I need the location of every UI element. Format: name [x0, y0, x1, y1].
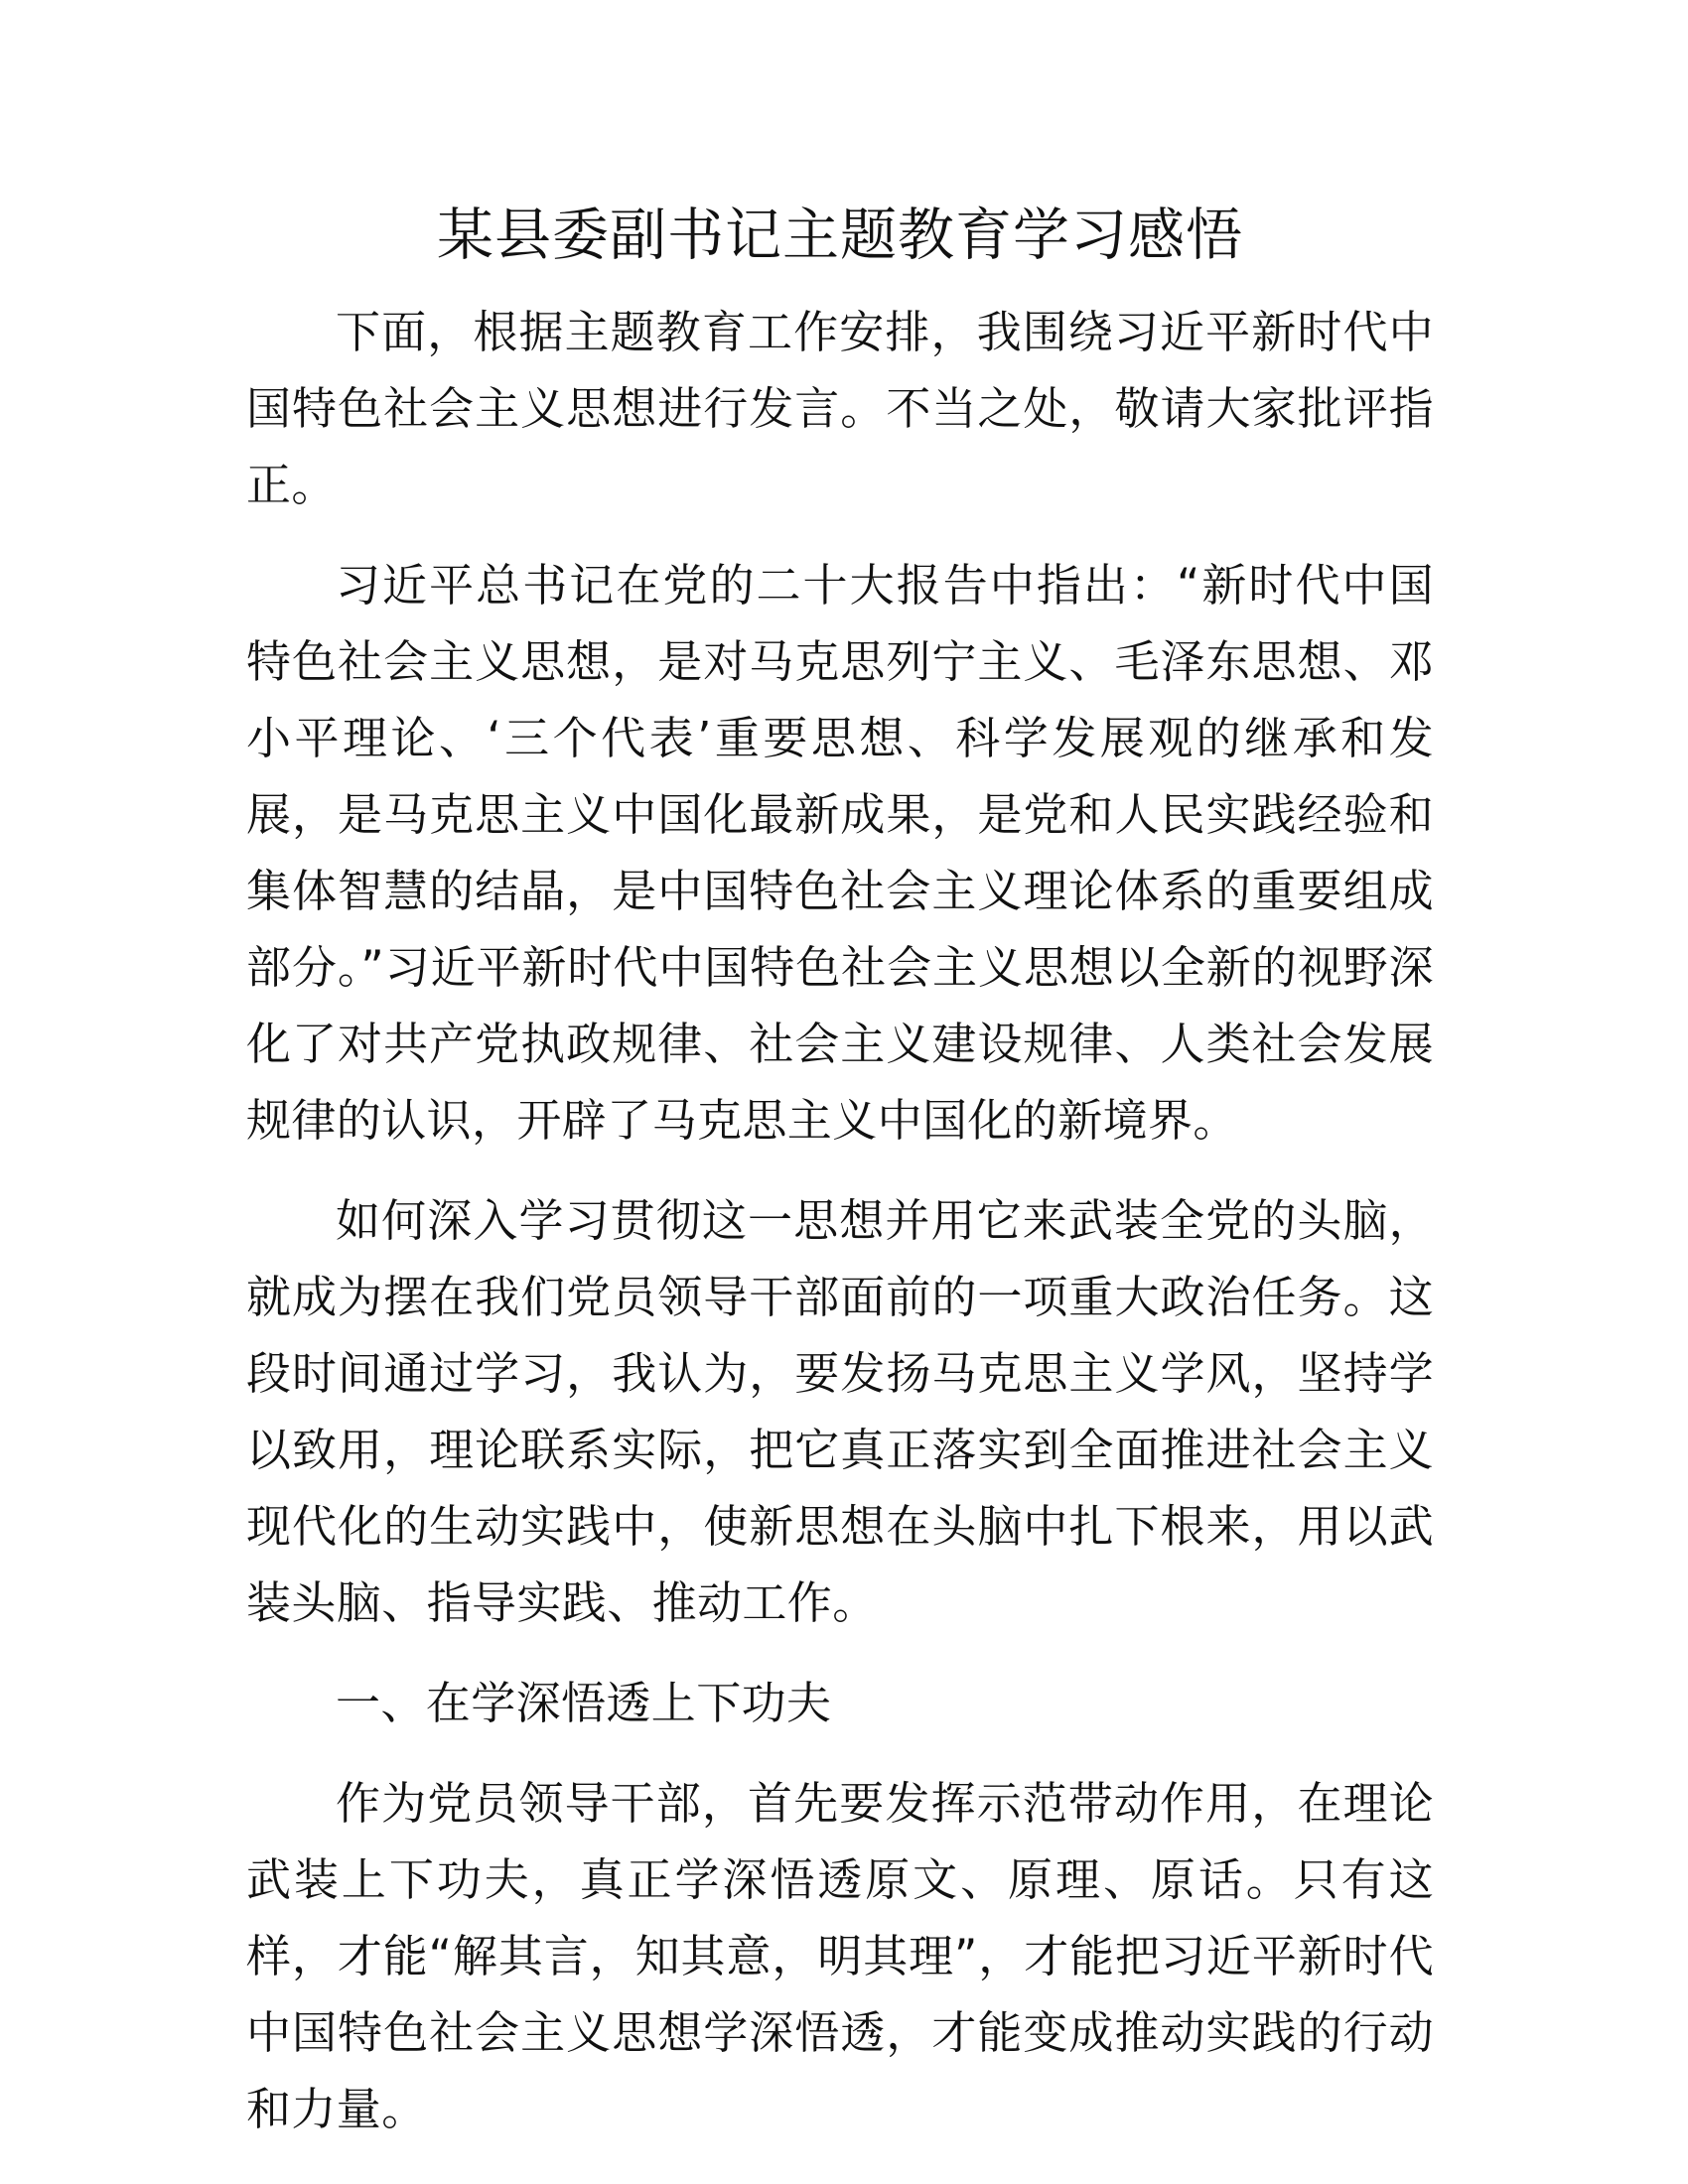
paragraph-quote: 习近平总书记在党的二十大报告中指出：“新时代中国特色社会主义思想，是对马克思列宁主义、毛泽东思想、邓小平理论、‘三个代表’重要思想、科学发展观的继承和发展，是马克思主义中国化最新成果，是党和人民实践经验和集体智慧的结晶，是中国特色社会主义理论体系的重要组成部分。”习近平新时代中国特色社会主义思想以全新的视野深化了对共产党执政规律、社会主义建设规律、人类社会发展规律的认识，开辟了马克思主义中国化的新境界。: [246, 559, 1434, 1147]
section-paragraph: 作为党员领导干部，首先要发挥示范带动作用，在理论武装上下功夫，真正学深悟透原文、原理、原话。只有这样，才能“解其言，知其意，明其理”，才能把习近平新时代中国特色社会主义思想学深悟透，才能变成推动实践的行动和力量。: [246, 1777, 1434, 2135]
paragraph-task: 如何深入学习贯彻这一思想并用它来武装全党的头脑，就成为摆在我们党员领导干部面前的一项重大政治任务。这段时间通过学习，我认为，要发扬马克思主义学风，坚持学以致用，理论联系实际，把它真正落实到全面推进社会主义现代化的生动实践中，使新思想在头脑中扎下根来，用以武装头脑、指导实践、推动工作。: [246, 1194, 1434, 1629]
section-heading: 一、在学深悟透上下功夫: [336, 1677, 832, 1729]
paragraph-intro: 下面，根据主题教育工作安排，我围绕习近平新时代中国特色社会主义思想进行发言。不当之处，敬请大家批评指正。: [246, 306, 1434, 511]
document-body: [246, 195, 1434, 2171]
document-title: 某县委副书记主题教育学习感悟: [437, 203, 1243, 268]
